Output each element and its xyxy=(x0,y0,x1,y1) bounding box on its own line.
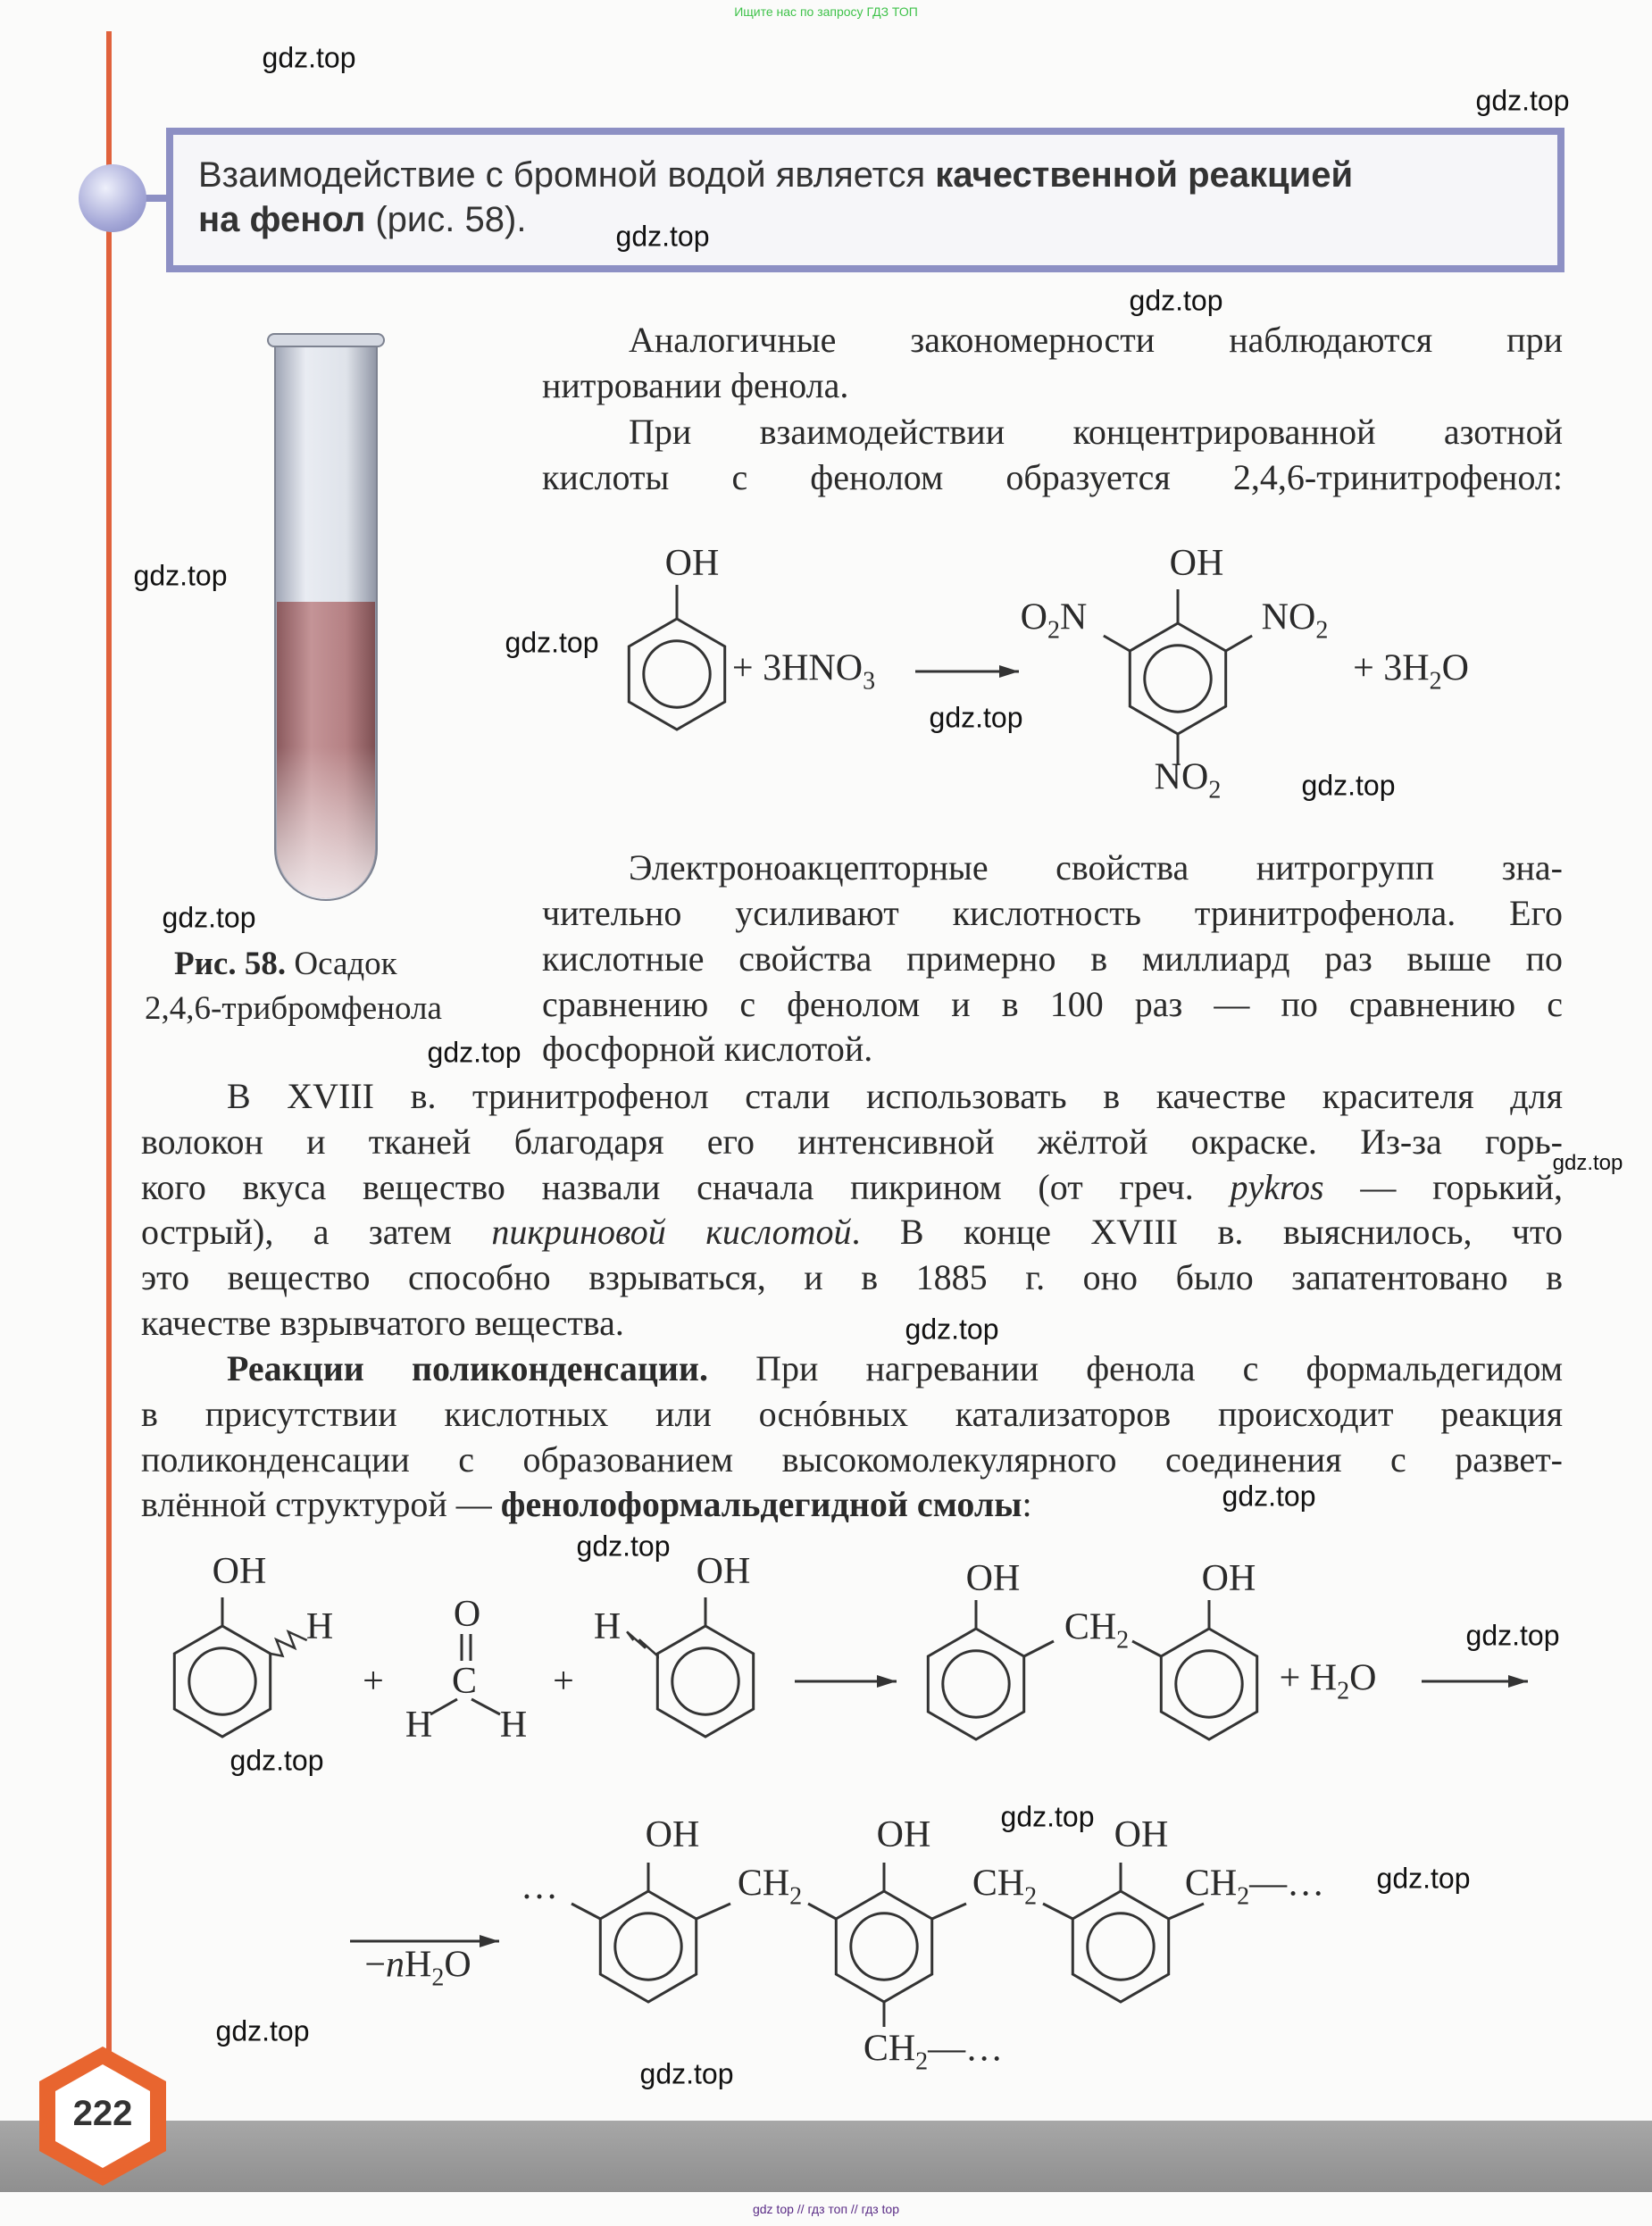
chem-label xyxy=(1202,1557,1256,1600)
text-run: сравнению с фенолом и в 100 раз — по сравнению с xyxy=(542,984,1563,1024)
chem-label-part: H xyxy=(405,1944,432,1986)
chem-label xyxy=(306,1605,333,1648)
chem-label-part: N xyxy=(1060,596,1088,638)
text-run: Электроноакцепторные свойства нитрогрупп зна- xyxy=(629,847,1563,888)
watermark: gdz.top xyxy=(576,1530,671,1563)
text-run: качественной реакцией xyxy=(935,155,1354,195)
watermark: gdz.top xyxy=(1465,1619,1560,1652)
bond xyxy=(1024,1641,1054,1656)
chem-label-part: O xyxy=(1349,1657,1377,1699)
benzene-inner-circle xyxy=(943,1651,1009,1717)
text-run: фосфорной кислотой. xyxy=(542,1029,873,1069)
chem-label xyxy=(1280,1657,1377,1706)
arrow-head-icon xyxy=(999,665,1019,678)
chem-label xyxy=(364,1944,471,1993)
chem-label xyxy=(452,1660,477,1703)
watermark: gdz.top xyxy=(215,2014,310,2047)
watermark: gdz.top xyxy=(505,626,599,659)
benzene-inner-circle xyxy=(1088,1913,1154,1980)
chem-label-part: OH xyxy=(664,543,720,584)
footer-band xyxy=(0,2121,1652,2192)
wavy-bond xyxy=(627,1631,657,1655)
chem-label xyxy=(553,1660,574,1703)
chem-label-part: 2 xyxy=(1337,1677,1350,1705)
text-run: pykros xyxy=(1230,1167,1324,1207)
text-run: кислоты с фенолом образуется 2,4,6-тринитрофенол: xyxy=(542,457,1563,497)
footer-note: gdz top // гдз топ // гдз top xyxy=(752,2202,900,2216)
chem-label-part: —… xyxy=(1249,1863,1325,1905)
chem-label xyxy=(1262,596,1329,646)
text-run: Аналогичные закономерности наблюдаются при xyxy=(629,320,1563,360)
chem-label-part: 3 xyxy=(863,667,876,696)
arrow-head-icon xyxy=(1508,1675,1528,1688)
watermark: gdz.top xyxy=(427,1036,521,1069)
text-run: волокон и тканей благодаря его интенсивной жёлтой окраске. Из-за горь- xyxy=(141,1121,1563,1162)
watermark: gdz.top xyxy=(929,701,1023,734)
text-run: это вещество способно взрываться, и в 1885 г. оно было запатентовано в xyxy=(141,1257,1563,1297)
text-run: чительно усиливают кислотность тринитрофенола. Его xyxy=(542,893,1563,933)
chem-label-part: OH xyxy=(645,1814,700,1855)
chem-label-part: OH xyxy=(965,1558,1021,1599)
chem-label xyxy=(1353,647,1469,696)
chem-label-part: O xyxy=(1441,647,1469,689)
bond xyxy=(1043,1904,1072,1919)
text-run: фенолоформальдегидной смолы xyxy=(500,1484,1022,1524)
text-run: При взаимодействии концентрированной азотной xyxy=(629,412,1563,452)
bond xyxy=(1104,636,1130,651)
chem-label-part: 2 xyxy=(915,2047,929,2076)
chem-label-part: + xyxy=(553,1661,574,1702)
chem-label xyxy=(363,1660,384,1703)
bond xyxy=(697,1904,730,1919)
chem-label-part: —… xyxy=(928,2028,1004,2070)
chem-label-part: OH xyxy=(1201,1558,1256,1599)
chem-label-part: O xyxy=(444,1944,471,1986)
chem-label xyxy=(1021,596,1088,646)
bond xyxy=(808,1904,836,1919)
search-hint-banner: Ищите нас по запросу ГДЗ ТОП xyxy=(734,4,918,19)
watermark: gdz.top xyxy=(262,41,356,74)
text-run: влённой структурой — xyxy=(141,1484,501,1524)
chem-label-part: H xyxy=(593,1606,622,1647)
chem-label-part: 2 xyxy=(1047,616,1060,645)
chem-label-part: O xyxy=(1020,596,1047,638)
benzene-inner-circle xyxy=(1145,646,1211,712)
bond xyxy=(572,1904,600,1919)
chem-label-part: 2 xyxy=(1208,776,1222,805)
chem-label-part: O xyxy=(453,1594,481,1635)
watermark: gdz.top xyxy=(1376,1862,1471,1895)
text-run: : xyxy=(1022,1484,1032,1524)
chem-label-part: + 3HNO xyxy=(731,647,864,689)
chem-label-part: + xyxy=(363,1661,384,1702)
watermark: gdz.top xyxy=(1301,769,1396,802)
bond xyxy=(1132,1641,1161,1656)
chem-label xyxy=(405,1704,432,1747)
chem-label xyxy=(738,1863,802,1912)
chem-label xyxy=(1114,1813,1169,1856)
chem-label-part: CH xyxy=(737,1863,790,1905)
chem-label-part: C xyxy=(451,1661,478,1702)
text-run: пикриновой кислотой xyxy=(491,1212,852,1252)
chem-label-part: 2 xyxy=(1237,1882,1250,1911)
figure-caption-line-2: 2,4,6-трибромфенола xyxy=(145,990,442,1027)
chem-label-part: 2 xyxy=(1315,616,1329,645)
text-run: В XVIII в. тринитрофенол стали использовать в качестве красителя для xyxy=(227,1076,1563,1116)
text-run: кого вкуса вещество назвали сначала пикрином (от греч. xyxy=(141,1167,1231,1207)
chem-label-part: + H xyxy=(1279,1657,1338,1699)
watermark: gdz.top xyxy=(1222,1480,1316,1513)
bond xyxy=(932,1904,966,1919)
chem-label xyxy=(454,1593,480,1636)
chem-label-part: CH xyxy=(1184,1863,1238,1905)
chem-label xyxy=(213,1550,267,1593)
watermark: gdz.top xyxy=(162,901,256,934)
chem-label xyxy=(1170,542,1224,585)
text-run: в присутствии кислотных или оснóвных катализаторов происходит реакция xyxy=(141,1394,1563,1434)
watermark: gdz.top xyxy=(905,1313,999,1346)
text-run: качестве взрывчатого вещества. xyxy=(141,1303,624,1343)
benzene-inner-circle xyxy=(615,1913,681,1980)
chem-label xyxy=(972,1863,1037,1912)
chem-label-part: H xyxy=(405,1705,433,1746)
chem-label-part: OH xyxy=(212,1551,267,1592)
watermark: gdz.top xyxy=(1129,284,1223,317)
chem-label xyxy=(500,1704,527,1747)
text-run: на фенол xyxy=(198,200,366,239)
chem-label-part: 2 xyxy=(431,1963,445,1992)
chem-label xyxy=(864,2028,1003,2077)
chem-label-part: OH xyxy=(876,1814,931,1855)
arrow-head-icon xyxy=(877,1675,897,1688)
chem-label-part: CH xyxy=(972,1863,1025,1905)
wavy-bond xyxy=(271,1631,307,1655)
chem-label xyxy=(732,647,875,696)
watermark: gdz.top xyxy=(1475,84,1570,117)
watermark: gdz.top xyxy=(133,559,228,592)
chem-label xyxy=(1155,756,1222,805)
watermark: gdz.top xyxy=(229,1744,324,1777)
chem-label-part: H xyxy=(305,1606,334,1647)
arrow-head-icon xyxy=(480,1935,499,1947)
benzene-inner-circle xyxy=(851,1913,917,1980)
chem-label-part: CH xyxy=(863,2028,916,2070)
chem-label xyxy=(697,1550,751,1593)
figure-label: Рис. 58. xyxy=(174,946,287,982)
benzene-inner-circle xyxy=(644,641,710,707)
chem-label-part: OH xyxy=(696,1551,751,1592)
chem-label xyxy=(966,1557,1021,1600)
chem-label xyxy=(646,1813,700,1856)
benzene-inner-circle xyxy=(1176,1651,1242,1717)
text-run: Взаимодействие с бромной водой является xyxy=(198,155,936,195)
text-run: нитровании фенола. xyxy=(542,365,849,405)
chem-label xyxy=(665,542,720,585)
chem-label-part: OH xyxy=(1114,1814,1169,1855)
chem-label-part: 2 xyxy=(1024,1882,1038,1911)
chem-label-part: n xyxy=(386,1944,405,1986)
chem-label xyxy=(1064,1606,1129,1655)
chem-label xyxy=(594,1605,621,1648)
text-run: поликонденсации с образованием высокомолекулярного соединения с развет- xyxy=(141,1439,1563,1480)
bond xyxy=(1226,636,1252,651)
chem-label-part: 2 xyxy=(1429,667,1442,696)
text-run: При нагревании фенола с формальдегидом xyxy=(707,1348,1563,1388)
text-run: (рис. 58). xyxy=(365,200,527,239)
chem-label-part: … xyxy=(521,1866,558,1907)
chem-label-part: 2 xyxy=(789,1882,803,1911)
watermark: gdz.top xyxy=(615,220,710,253)
text-run: Реакции поликонденсации. xyxy=(227,1348,708,1388)
chem-label-part: NO xyxy=(1261,596,1316,638)
benzene-inner-circle xyxy=(672,1648,738,1714)
text-run: . В конце XVIII в. выяснилось, что xyxy=(851,1212,1563,1252)
benzene-inner-circle xyxy=(189,1648,255,1714)
watermark: gdz.top xyxy=(1552,1151,1623,1175)
text-run: кислотные свойства примерно в миллиард раз выше по xyxy=(542,938,1563,979)
chem-label-part: + 3H xyxy=(1353,647,1430,689)
chem-label xyxy=(877,1813,931,1856)
chem-label-part: OH xyxy=(1169,543,1224,584)
text-run: — горький, xyxy=(1323,1167,1563,1207)
chem-label xyxy=(521,1865,558,1908)
page-number: 222 xyxy=(72,2094,133,2133)
watermark: gdz.top xyxy=(639,2057,734,2090)
text-run: острый), а затем xyxy=(141,1212,492,1252)
chem-label-part: CH xyxy=(1064,1606,1117,1648)
chem-label-part: NO xyxy=(1154,756,1209,798)
chem-label xyxy=(1185,1863,1324,1912)
figure-caption-text: Осадок xyxy=(286,946,397,982)
chem-label-part: H xyxy=(499,1705,528,1746)
chem-label-part: 2 xyxy=(1116,1626,1130,1655)
chem-label-part: − xyxy=(364,1944,386,1986)
watermark: gdz.top xyxy=(1000,1800,1095,1833)
